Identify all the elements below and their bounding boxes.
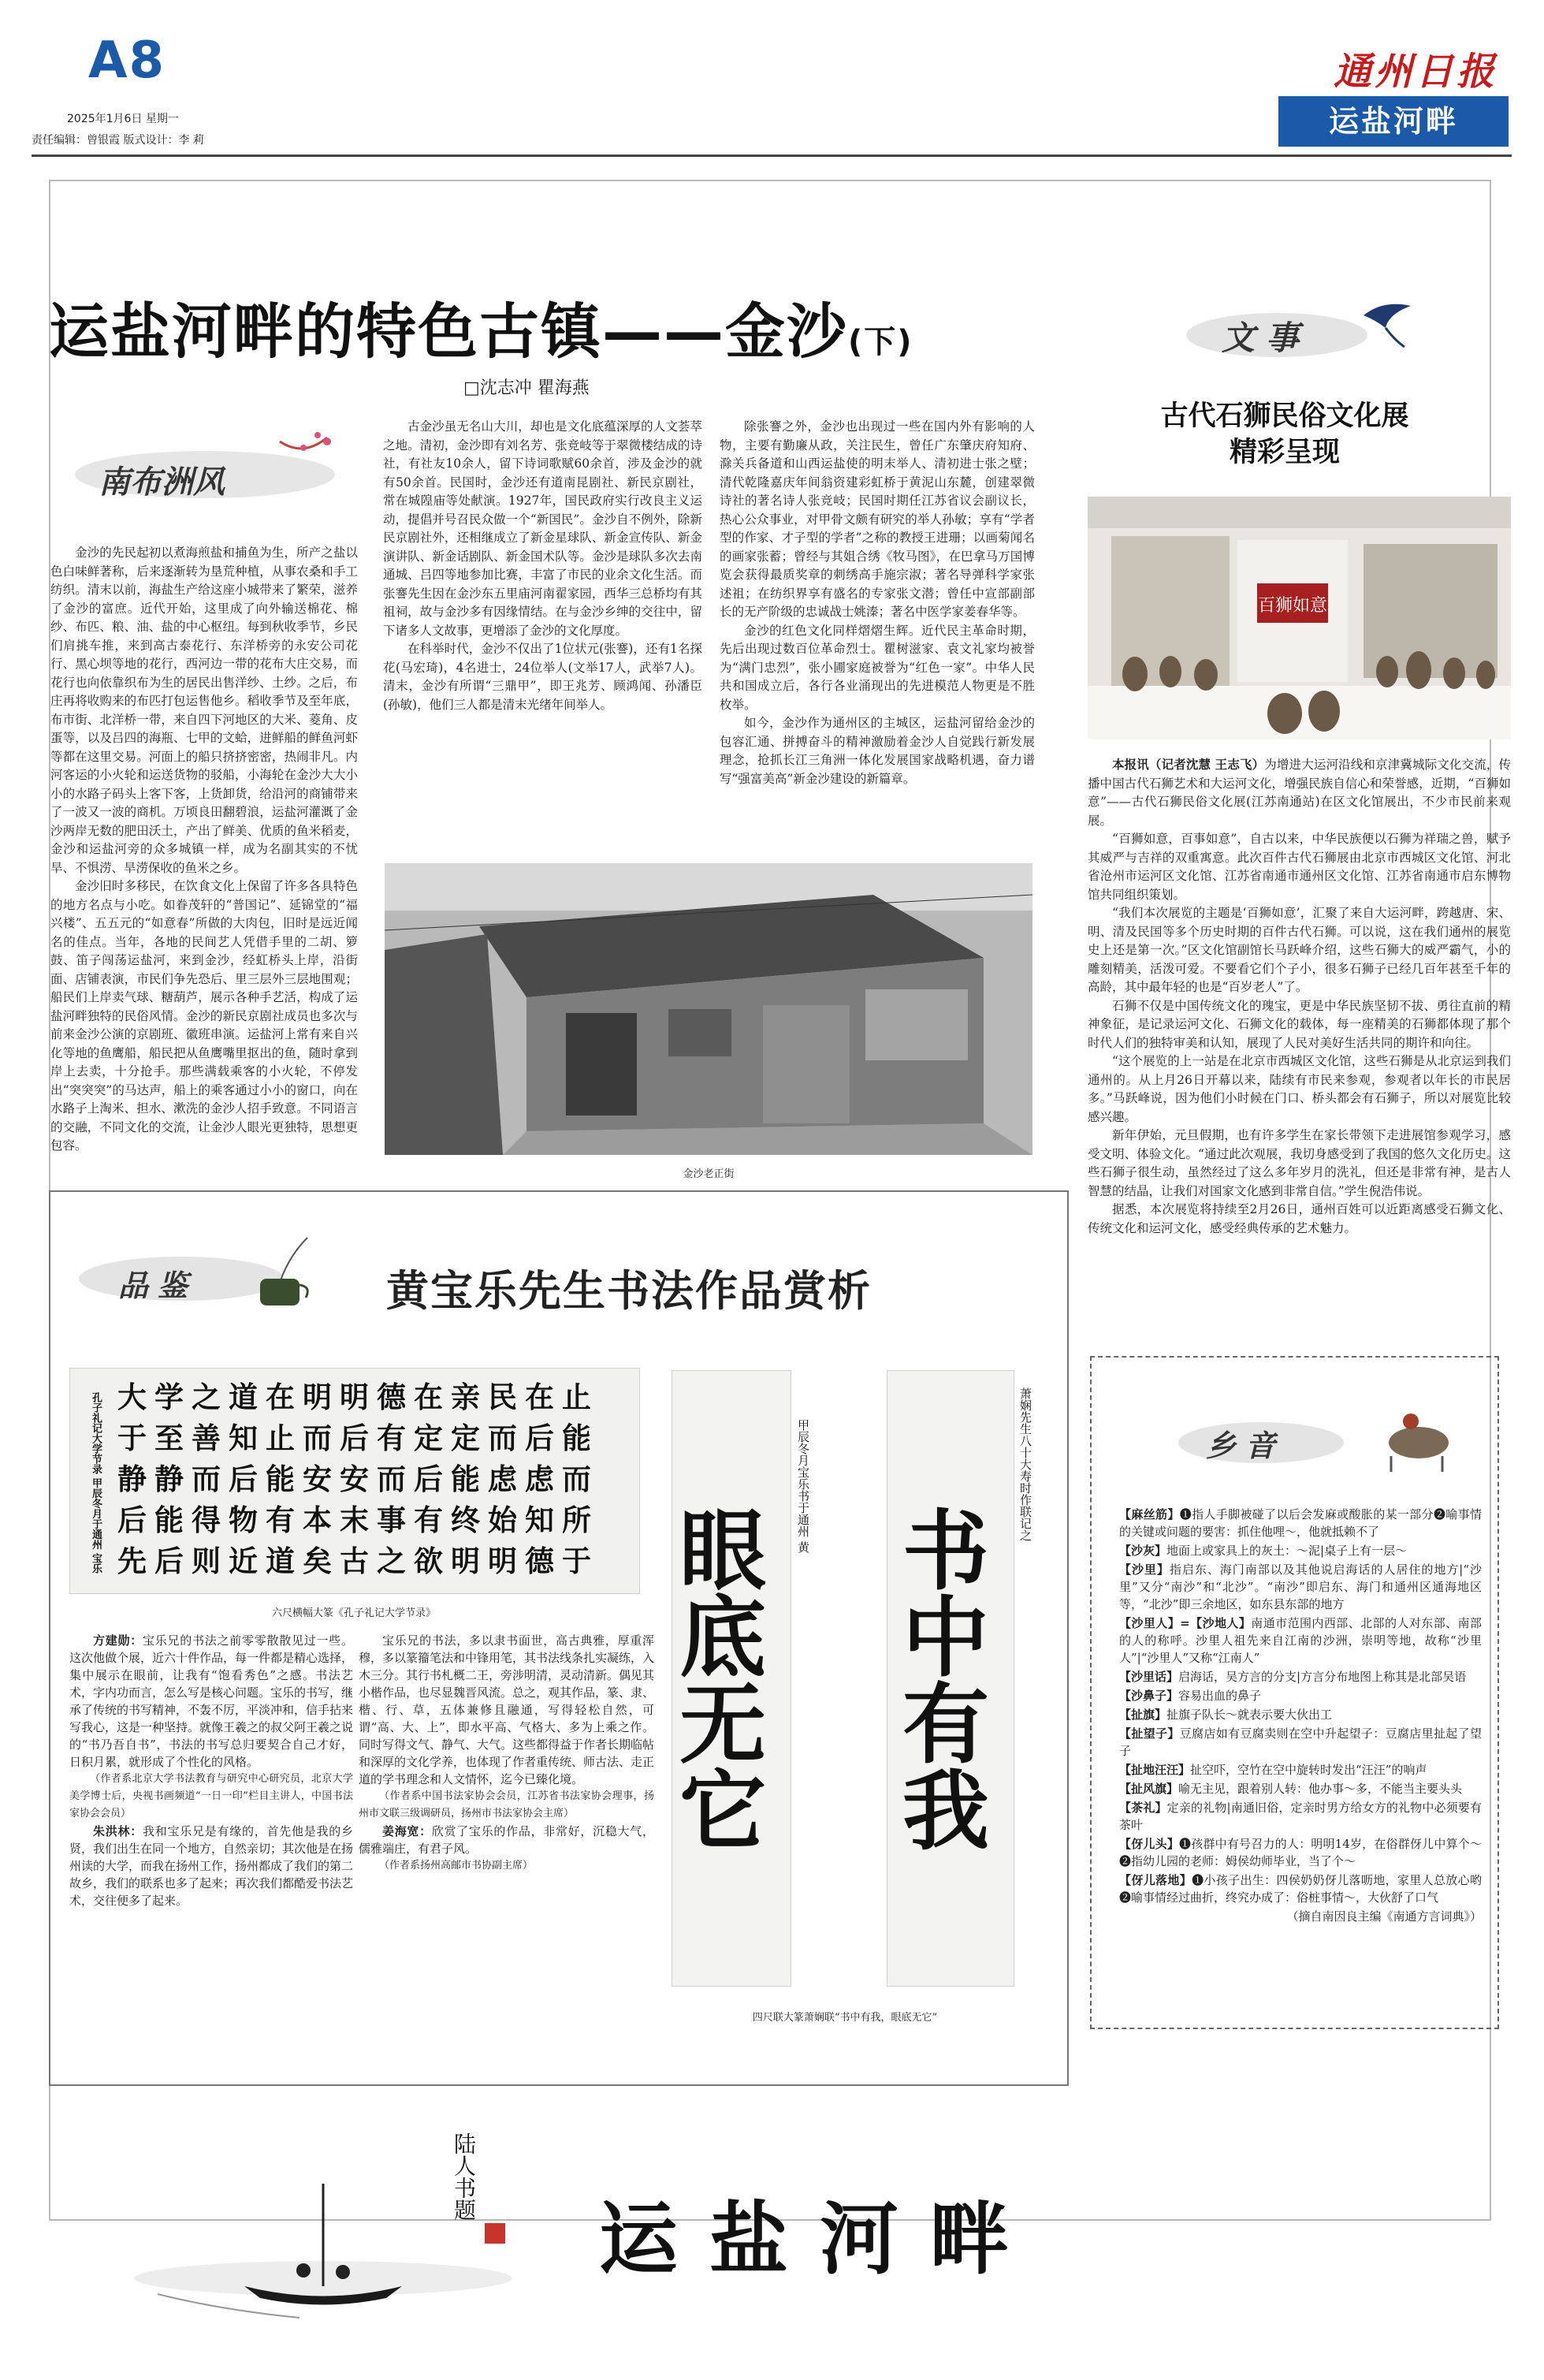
couplet-left-scroll <box>665 1370 791 1987</box>
culture-paragraph: “百狮如意，百事如意”，自古以来，中华民族便以石狮为祥瑞之兽，赋予其威严与吉祥的双重寓意。此次百件古代石狮展由北京市西城区文化馆、河北省沧州市运河区文化馆、江苏省南通市通州区文化馆、江苏省南通市启东博物馆共同组织策划。 <box>1088 832 1511 902</box>
dialect-definition: 南通市范围内西部、北部的人对东部、南部的人的称呼。沙里人祖先来自江南的沙洲，崇明等地，故称“沙里人”|“沙里人”又称“江南人” <box>1119 1616 1482 1665</box>
culture-paragraph: “这个展览的上一站是在北京市西城区文化馆，这些石狮是从北京运到我们通州的。从上月26日开幕以来，陆续有市民来参观，参观者以年长的市民居多。”马跃峰说，因为他们小时候在门口、桥头都会有石狮子，所以对展览比较感兴趣。 <box>1088 1054 1511 1124</box>
culture-news-body <box>1088 755 1511 1307</box>
dialect-entries <box>1119 1506 1482 2014</box>
work1-text-rows <box>117 1376 630 1581</box>
dialect-entry <box>1119 1872 1482 1906</box>
couplet-inscription-right: 萧娴先生八十大寿时作联记之 <box>1018 1387 1032 1541</box>
dialect-term: 【伢儿落地】 <box>1119 1873 1192 1887</box>
work1-row: 大学之道在明明德在亲民在止 <box>117 1380 599 1414</box>
dialect-term: 【茶礼】 <box>1119 1801 1167 1815</box>
calligraphy-work-1 <box>69 1368 640 1594</box>
reporter-credit: 本报讯（记者沈慧 王志飞） <box>1112 757 1265 772</box>
dialect-entry <box>1119 1506 1482 1540</box>
dialect-term: 【扯望子】 <box>1119 1726 1180 1741</box>
byline: □沈志冲 瞿海燕 <box>463 378 590 398</box>
dialect-definition: 豆腐店如有豆腐卖则在空中升起望子：豆腐店里扯起了望子 <box>1119 1726 1482 1758</box>
calligraphy-heading-block <box>71 1230 331 1317</box>
footer-artwork <box>126 2129 1482 2357</box>
comment-paragraph <box>69 1823 353 1909</box>
article-paragraph: 古金沙虽无名山大川，却也是文化底蕴深厚的人文荟萃之地。清初，金沙即有刘名芳、张竞岐等于翠微楼结成的诗社，有社友10余人，留下诗词歌赋60余首，涉及金沙的就有50余首。民国时，金沙还有道南昆剧社、新民京剧社，常在城隍庙等处献演。1927年，国民政府实行改良主义运动，提倡并号召民众做一个“新国民”。金沙自不例外，除新民京剧社外，还相继成立了新金星球队、新金宣传队、新金演讲队、新金话剧队、新金国术队等。金沙是球队多次去南通城、吕四等地参加比赛，丰富了市民的业余文化生活。而张謇先生因在金沙东五里庙河南翟家园，西华三总桥均有其祖祠，故与金沙多有因缘情结。在与金沙乡绅的交往中，留下诸多人文故事，更增添了金沙的文化厚度。 <box>383 419 702 638</box>
dialect-term: 【沙里人】=【沙地人】 <box>1119 1616 1252 1630</box>
article-paragraph: 除张謇之外，金沙也出现过一些在国内外有影响的人物，主要有勤廉从政，关注民生，曾任广东肇庆府知府、滁关兵备道和山西运盐使的明末举人、清初进士张之壁；清代乾隆嘉庆年间翁资建彩虹桥于黄泥山东麓，创建翠微诗社的著名诗人张竞岐；民国时期任江苏省议会副议长，热心公众事业，对甲骨文颇有研究的举人孙敏；享有“学者型的作家、才子型的学者”之称的教授王进珊；以画菊闻名的画家张蓄；曾经与其姐合绣《牧马图》，在巴拿马万国博览会获得最质奖章的刺绣高手施宗淑；著名导弹科学家张述祖；在纺织界享有盛名的专家张文潜；曾任中宣部副部长的无产阶级的忠诚战士姚溱；著名中医学家姜春华等。 <box>720 419 1035 619</box>
dialect-definition: 地面上或家具上的灰土：～泥|桌子上有一层～ <box>1166 1544 1408 1558</box>
work1-row: 先后则近道矣古之欲明明德于 <box>117 1544 599 1578</box>
culture-title-line-2: 精彩呈现 <box>1229 437 1340 468</box>
article-paragraph: 金沙旧时多移民，在饮食文化上保留了许多各具特色的地方名点与小吃。如眷茂轩的“普国记”、延锦堂的“福兴楼”、五五元的“如意春”所做的大肉包，旧时是远近闻名的佳点。当年，各地的民间艺人凭借手里的二胡、箩鼓、笛子闯荡运盐河，来到金沙，经虹桥头上岸，沿街面、店铺表演，市民们争先恐后、里三层外三层地围观；船民们上岸卖气球、糖葫芦，展示各种手艺活，构成了运盐河畔独特的民俗风情。金沙的新民京剧社成员也多次与前来金沙公演的京剧班、徽班串演。运盐河上常有来自兴化等地的鱼鹰船，船民把从鱼鹰嘴里抠出的鱼，随时拿到岸上去卖，十分抢手。那些满载乘客的小火轮，不停发出“突突突”的马达声，船上的乘客通过小小的窗口，向在水路子上淘米、担水、漱洗的金沙人招手致意。不同语言的交融，不同文化的交流，让金沙人眼光更独特，思想更包容。 <box>50 879 358 1153</box>
comment-paragraph <box>359 1823 654 1857</box>
work1-inscription: 孔子礼记大学节录 甲辰冬月于通州 宝乐 <box>90 1392 102 1574</box>
dialect-entry <box>1119 1668 1482 1685</box>
couplet-right-scroll <box>887 1370 1014 1987</box>
dialect-definition: 扯空吓，空竹在空中旋转时发出“汪汪”的响声 <box>1190 1763 1427 1777</box>
dialect-entry <box>1119 1761 1482 1778</box>
dialect-definition: 启海话，吴方言的分支|方言分布地图上称其是北部吴语 <box>1178 1670 1467 1684</box>
commenter-name: 姜海宽： <box>382 1824 432 1838</box>
dialect-entry <box>1119 1780 1482 1797</box>
dialect-entry <box>1119 1725 1482 1760</box>
commenter-name: 朱洪林： <box>93 1824 143 1838</box>
dialect-term: 【沙里话】 <box>1119 1670 1179 1684</box>
dialect-entry <box>1119 1835 1482 1870</box>
couplet-inscriptions <box>796 1419 843 1860</box>
dialect-entry <box>1119 1706 1482 1723</box>
header-rule <box>32 155 1512 157</box>
dialect-term: 【伢儿头】 <box>1119 1837 1180 1851</box>
column-heading: 南布洲风 <box>99 464 225 501</box>
dialect-term: 【扯旗】 <box>1119 1708 1167 1722</box>
dialect-term: 【麻丝筋】 <box>1119 1507 1180 1521</box>
comment-paragraph <box>69 1632 353 1771</box>
comment-author-note: （作者系扬州高邮市书协副主席） <box>379 1860 534 1872</box>
newspaper-logo: 通州日报 <box>1334 50 1498 94</box>
culture-lead-paragraph <box>1088 755 1511 830</box>
dialect-definition: ❶指人手脚被碰了以后会发麻或酸胀的某一部分❷喻事情的关键或问题的要害：抓住他哩～，他就抵赖不了 <box>1119 1507 1482 1539</box>
culture-paragraph: 石狮不仅是中国传统文化的瑰宝，更是中华民族坚韧不拔、勇往直前的精神象征，是记录运河文化、石狮文化的载体，每一座精美的石狮都体现了那个时代人们的独特审美和认知，展现了人民对美好生活共同的期许和向往。 <box>1088 998 1511 1050</box>
exhibition-photo <box>1088 497 1511 739</box>
dialect-definition: ❶小孩子出生：四侯奶奶伢儿落呖地，家里人总放心哟❷喻事情经过曲折，终究办成了：俗桩事情～，大伙舒了口气 <box>1119 1873 1482 1905</box>
couplet-left-text: 眼底无它 <box>665 1505 767 1852</box>
stone-lion-exhibit-image <box>1088 497 1511 739</box>
dialect-entry <box>1119 1799 1482 1834</box>
page-number: A8 <box>88 32 166 90</box>
dialect-term: 【扯风旗】 <box>1119 1782 1179 1796</box>
couplet-right-text: 书中有我 <box>888 1505 990 1852</box>
article-column-2 <box>383 418 702 855</box>
dialect-entry <box>1119 1615 1482 1667</box>
old-street-image <box>385 863 1032 1155</box>
comment-text: 宝乐兄的书法，多以隶书面世，高古典雅，厚重浑穆，多以篆籀笔法和中锋用笔，其书法线条扎实凝练，入木三分。其行书札概二王，旁涉明清，灵动清新。偶见其小楷作品，也尽显魏晋风流。总之，观其作品，篆、隶、楷、行、草，五体兼修且融通，写得轻松自然，可谓“高、大、上”，即水平高、气格大、多为上乘之作。同时写得文气、静气、大气。这些都得益于作者长期临帖和深厚的文化学养，也体现了作者重传统、师古法、走正道的学书理念和人文情怀，迄今已臻化境。 <box>359 1633 654 1786</box>
photo-caption: 金沙老正街 <box>683 1168 735 1180</box>
comment-author-note: （作者系北京大学书法教育与研究中心研究员，北京大学美学博士后，央视书画频道“一日一印”栏目主讲人，中国书法家协会会员） <box>69 1773 353 1819</box>
dialect-definition: 定亲的礼物|南通旧俗，定亲时男方给女方的礼物中必须要有茶叶 <box>1119 1801 1482 1832</box>
work1-row: 于至善知止而后有定定而后能 <box>117 1421 599 1455</box>
dialect-heading-block <box>1174 1399 1490 1478</box>
calligraphy-title: 黄宝乐先生书法作品赏析 <box>386 1265 872 1316</box>
column-heading-block <box>67 426 343 512</box>
comment-text: 我和宝乐兄是有缘的，首先他是我的乡贤，我们出生在同一个地方，自然亲切；其次他是在扬州读的大学，而我在扬州工作，扬州都成了我们的第二故乡，我们的联系也多了起来；再次我们都酷爱书法艺术，交往便多了起来。 <box>69 1824 353 1908</box>
main-article-title <box>49 284 913 370</box>
comment-text: 宝乐兄的书法之前零零散散见过一些。这次他做个展，近六十件作品，每一件都是精心选择，集中展示在眼前，让我有“饱看秀色”之感。书法艺术，字内功而言，怎么写是核心问题。宝乐的书写，继承了传统的书写精神，不轰不厉，平淡冲和，信手拈来写我心，这是一种坚持。就像王羲之的叔父阿王羲之说的“书乃吾自书”，书法的书写总归要契合自己才好，日积月累，就形成了个性化的风格。 <box>69 1633 353 1769</box>
dialect-term: 【沙鼻子】 <box>1119 1689 1179 1703</box>
culture-heading-block <box>1182 292 1419 371</box>
footer-signature: 陆人书题 <box>451 2132 477 2221</box>
article-paragraph: 在科举时代，金沙不仅出了1位状元(张謇)，还有1名探花(马宏琦)，4名进士，24位举人(文举17人，武举7人)。清末，金沙有所谓“三鼎甲”，即王兆芳、顾鸿闻、孙潘臣(孙敏)，他们三人都是清末光绪年间举人。 <box>383 642 702 712</box>
section-tag: 运盐河畔 <box>1278 96 1509 147</box>
dialect-definition: 喻无主见，跟着别人转：他办事～多，不能当主要头头 <box>1178 1782 1463 1796</box>
culture-paragraph: 为增进大运河沿线和京津冀城际文化交流，传播中国古代石狮艺术和大运河文化，增强民族自信心和荣誉感，近期，“百狮如意”——古代石狮民俗文化展(江苏南通站)在区文化馆展出，不少市民前来观展。 <box>1088 758 1511 828</box>
dialect-entry <box>1119 1687 1482 1704</box>
culture-section-heading: 文事 <box>1222 318 1311 357</box>
calligraphy-section-heading: 品鉴 <box>118 1268 198 1303</box>
comments-column-1 <box>69 1632 353 2065</box>
work1-row: 后能得物有本末事有终始知所 <box>117 1503 599 1537</box>
tea-decoration <box>71 1230 331 1317</box>
dialect-source: （摘自南因良主编《南通方言词典》） <box>1286 1909 1482 1924</box>
culture-news-title <box>1088 398 1482 471</box>
work2-caption: 四尺联大篆萧娴联“书中有我，眼底无它” <box>752 2012 938 2024</box>
article-paragraph: 金沙的先民起初以煮海煎盐和捕鱼为生，所产之盐以色白味鲜著称，后来逐渐转为垦荒种植，从事农桑和手工纺织。清末以前，海盐生产给这座小城带来了繁荣，滋养了金沙的富庶。近代开始，这里成了向外输送棉花、棉纱、布匹、粮、油、盐的中心枢纽。每到秋收季节，乡民们肩挑车推，来到高古泰花行、东洋桥旁的永安公司花行、黑心坝等地的花行，西河边一带的花布大庄交易，而花行也向依靠织布为生的居民出售洋纱、土纱。之后，布庄再将收购来的布匹打包运售他乡。稻收季节及至年底，布市街、北洋桥一带，来自四下河地区的大米、菱角、皮蛋等，以及吕四的海瓶、七甲的文蛤，进鲜船的鲜鱼河虾等都在这里交易。河面上的船只挤挤密密，热闹非凡。内河客运的小火轮和运送货物的驳船，小海轮在金沙大大小小的水路子码头上客下客，上货卸货，给沿河的商铺带来了一波又一波的商机。万顷良田翻碧浪，运盐河灌溉了金沙两岸无数的肥田沃土，产出了鲜美、优质的鱼米稻麦，金沙和运盐河旁的众多城镇一样，成为名副其实的不忧旱、不惧涝、旱涝保收的鱼米之乡。 <box>50 546 358 875</box>
culture-paragraph: 新年伊始，元旦假期，也有许多学生在家长带领下走进展馆参观学习，感受文明、体验文化。“通过此次观展，我切身感受到了我国的悠久文化历史。这些石狮子很生动，虽然经过了这么多年岁月的洗礼，但还是非常有神，是古人智慧的结晶，让我们对国家文化感到非常自信。”学生倪浩伟说。 <box>1088 1128 1511 1198</box>
dialect-definition: 指启东、海门南部以及其他说启海话的人居住的地方|“沙里”又分“南沙”和“北沙”。“南沙”即启东、海门和通州区通海地区等，“北沙”即三余地区，如东县东部的地方 <box>1119 1562 1482 1611</box>
comment-text: 欣赏了宝乐的作品，非常好，沉稳大气，儒雅端庄，有君子风。 <box>359 1824 654 1856</box>
dialect-term: 【扯地汪汪】 <box>1119 1763 1191 1777</box>
dialect-definition: 容易出血的鼻子 <box>1178 1689 1262 1703</box>
article-paragraph: 金沙的红色文化同样熠熠生辉。近代民主革命时期，先后出现过数百位革命烈士。瞿树滋家、袁文礼家均被誉为“满门忠烈”，张小圃家庭被誉为“红色一家”。中华人民共和国成立后，各行各业涌现出的先进模范人物更是不胜枚举。 <box>720 623 1035 712</box>
culture-title-line-1: 古代石狮民俗文化展 <box>1160 400 1409 432</box>
dialect-term: 【沙灰】 <box>1119 1544 1167 1558</box>
couplet-inscription-right-wrap <box>1018 1387 1050 1829</box>
title-text: 运盐河畔的特色古镇——金沙 <box>49 296 848 367</box>
culture-paragraph: “我们本次展览的主题是‘百狮如意’，汇聚了来自大运河畔，跨越唐、宋、明、清及民国等多个历史时期的百件古代石狮。可以说，这在我们通州的展览史上还是第一次。”区文化馆副馆长马跃峰介绍，这些石狮大的威严霸气，小的雕刻精美，活泼可爱。不要看它们个子小，很多石狮子已经几百年甚至千年的高龄，其中最年轻的也是“百岁老人”了。 <box>1088 906 1511 994</box>
footer-brush-title: 运盐河畔 <box>599 2192 1040 2285</box>
dialect-definition: 扯旗子队长～就表示要大伙出工 <box>1166 1708 1333 1722</box>
article-column-3 <box>720 418 1035 855</box>
dialect-term: 【沙里】 <box>1119 1562 1170 1577</box>
comment-author-note: （作者系中国书法家协会会员，江苏省书法家协会理事，扬州市文联三级调研员，扬州市书法家协会主席） <box>359 1790 654 1819</box>
article-paragraph: 如今，金沙作为通州区的主城区，运盐河留给金沙的包容汇通、拼搏奋斗的精神激励着金沙人自觉践行新发展理念，抢抓长江三角洲一体化发展国家战略机遇，奋力谱写“强富美高”新金沙建设的新篇章。 <box>720 716 1035 786</box>
dialect-definition: ❶孩群中有号召力的人：明明14岁，在俗群伢儿中算个～❷指幼儿园的老师：姆侯幼师毕业，当了个～ <box>1119 1837 1482 1868</box>
dialect-entry <box>1119 1561 1482 1613</box>
work1-caption: 六尺横幅大篆《孔子礼记大学节录》 <box>271 1607 436 1619</box>
commenter-name: 方建勋： <box>93 1633 143 1648</box>
issue-date: 2025年1月6日 星期一 <box>67 113 179 125</box>
exhibit-banner-text: 百狮如意 <box>1257 596 1328 616</box>
culture-paragraph: 据悉，本次展览将持续至2月26日，通州百姓可以近距离感受石狮文化、传统文化和运河文化，感受经典传承的艺术魅力。 <box>1088 1202 1511 1235</box>
dialect-section-heading: 乡音 <box>1206 1428 1285 1463</box>
title-suffix: (下) <box>848 324 913 360</box>
couplet-inscription-left: 甲辰冬月宝乐书于通州 黄 <box>796 1419 810 1553</box>
comments-column-2 <box>359 1632 654 2065</box>
street-photo <box>385 863 1032 1155</box>
work1-row: 静静而后能安安而后能虑虑而 <box>117 1462 599 1496</box>
dialect-entry <box>1119 1542 1482 1559</box>
editor-credits: 责任编辑：曾银霞 版式设计：李 莉 <box>32 134 204 147</box>
